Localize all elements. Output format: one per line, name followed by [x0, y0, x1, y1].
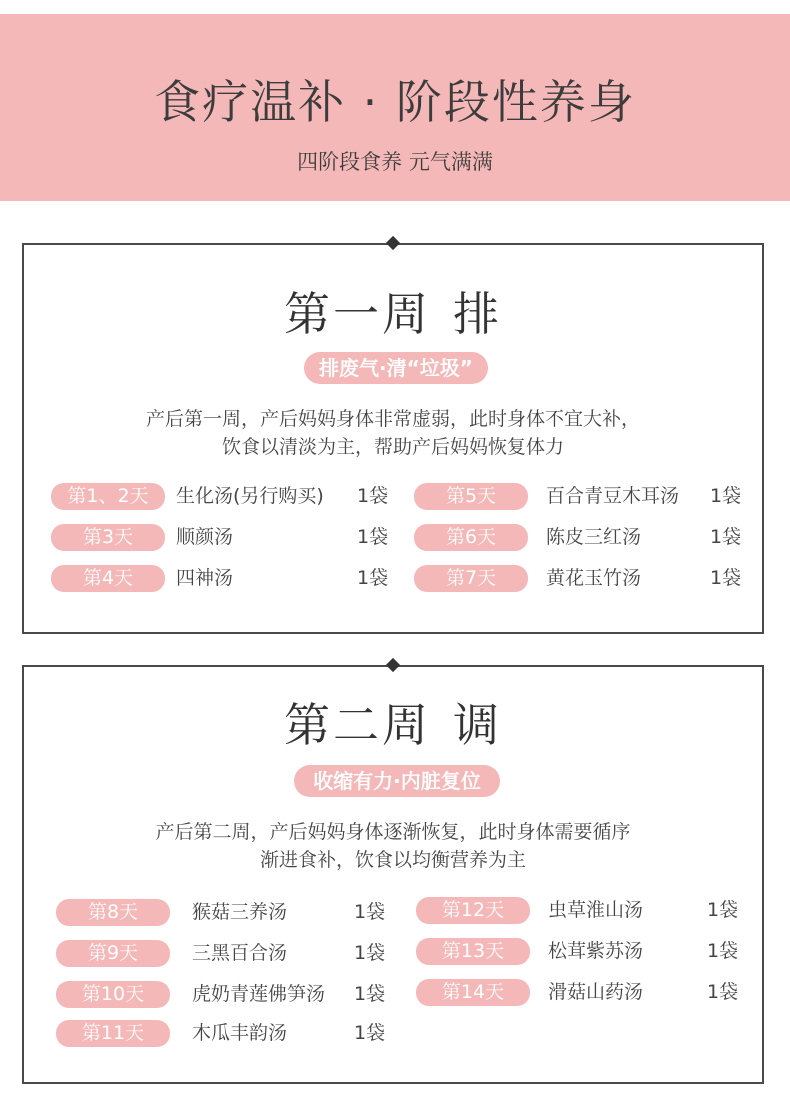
top-strip [0, 0, 790, 14]
soup-qty: 1袋 [357, 567, 389, 589]
soup-name: 三黑百合汤 [192, 942, 288, 964]
week-1-title [24, 284, 762, 344]
week-1-tag: 排废气·清“垃圾” [304, 352, 488, 384]
week-1-card [22, 243, 764, 634]
soup-name: 顺颜汤 [176, 526, 234, 548]
soup-qty: 1袋 [357, 526, 389, 548]
day-badge: 第13天 [416, 938, 530, 965]
header-banner [0, 14, 790, 201]
diamond-icon [386, 658, 400, 672]
day-badge: 第12天 [416, 897, 530, 924]
soup-name: 四神汤 [176, 567, 234, 589]
soup-name: 松茸紫苏汤 [548, 940, 644, 962]
soup-name: 猴菇三养汤 [192, 901, 288, 923]
day-badge: 第6天 [414, 524, 528, 551]
soup-name: 陈皮三红汤 [546, 526, 642, 548]
week-2-desc-line2: 渐进食补，饮食以均衡营养为主 [259, 849, 526, 871]
diamond-icon [386, 236, 400, 250]
week-2-card [22, 665, 764, 1084]
soup-name: 虫草淮山汤 [548, 899, 644, 921]
soup-name: 生化汤(另行购买) [176, 485, 324, 507]
soup-qty: 1袋 [707, 940, 739, 962]
day-badge: 第11天 [56, 1020, 170, 1047]
day-badge: 第3天 [51, 524, 165, 551]
soup-name: 虎奶青莲佛笋汤 [192, 983, 326, 1005]
week-2-title-word: 调 [453, 698, 502, 752]
soup-qty: 1袋 [710, 526, 742, 548]
soup-qty: 1袋 [710, 567, 742, 589]
day-badge: 第8天 [56, 899, 170, 926]
day-badge: 第14天 [416, 979, 530, 1006]
soup-qty: 1袋 [354, 942, 386, 964]
soup-name: 百合青豆木耳汤 [546, 485, 680, 507]
day-badge: 第10天 [56, 981, 170, 1008]
week-1-title-word: 排 [453, 287, 502, 341]
banner-subtitle: 四阶段食养 元气满满 [297, 150, 493, 174]
soup-qty: 1袋 [707, 899, 739, 921]
soup-name: 黄花玉竹汤 [546, 567, 642, 589]
soup-qty: 1袋 [354, 901, 386, 923]
banner-title: 食疗温补 · 阶段性养身 [154, 75, 636, 129]
week-2-tag: 收缩有力·内脏复位 [294, 765, 500, 797]
week-1-desc-line2: 饮食以清淡为主，帮助产后妈妈恢复体力 [221, 436, 564, 458]
soup-qty: 1袋 [357, 485, 389, 507]
week-2-title-main: 第二周 [284, 698, 431, 752]
soup-qty: 1袋 [354, 983, 386, 1005]
soup-name: 滑菇山药汤 [548, 981, 644, 1003]
soup-name: 木瓜丰韵汤 [192, 1022, 288, 1044]
week-2-title [24, 695, 762, 755]
day-badge: 第9天 [56, 940, 170, 967]
week-1-title-main: 第一周 [284, 287, 431, 341]
day-badge: 第5天 [414, 483, 528, 510]
day-badge: 第7天 [414, 565, 528, 592]
soup-qty: 1袋 [354, 1022, 386, 1044]
day-badge: 第4天 [51, 565, 165, 592]
soup-qty: 1袋 [710, 485, 742, 507]
day-badge: 第1、2天 [51, 483, 165, 510]
week-1-desc-line1: 产后第一周，产后妈妈身体非常虚弱，此时身体不宜大补， [145, 408, 640, 430]
soup-qty: 1袋 [707, 981, 739, 1003]
week-2-desc-line1: 产后第二周，产后妈妈身体逐渐恢复，此时身体需要循序 [155, 821, 631, 843]
